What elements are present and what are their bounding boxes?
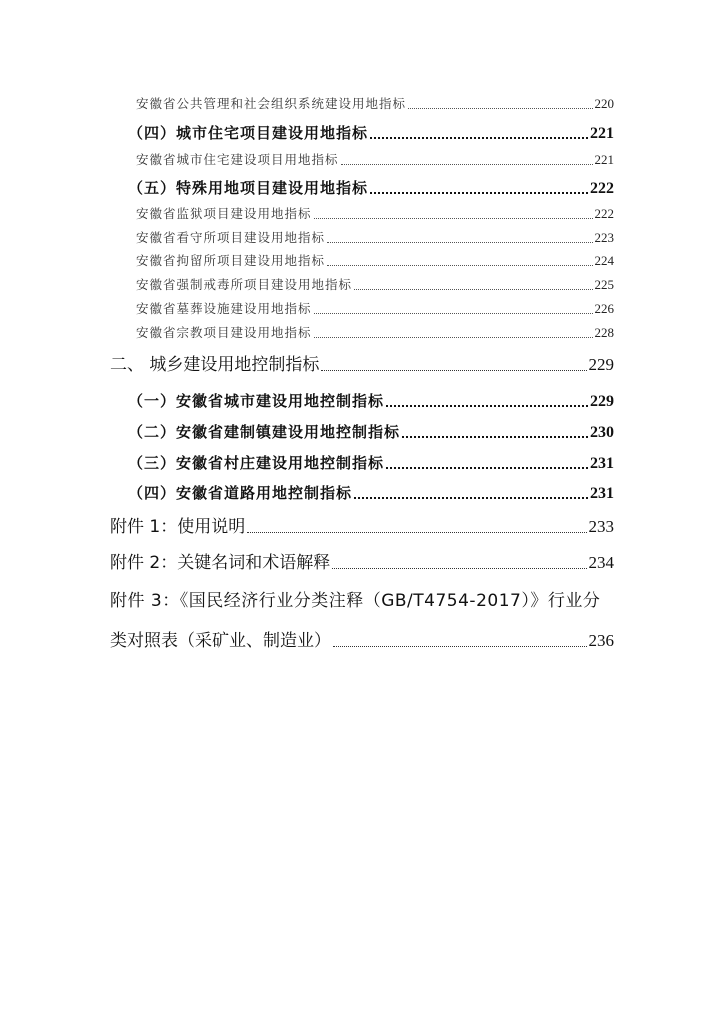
toc-entry-cemetery[interactable]	[136, 299, 614, 317]
toc-entry-detention-center[interactable]	[136, 228, 614, 246]
toc-page-number: 231	[590, 485, 614, 502]
toc-section-urban-housing[interactable]	[128, 122, 614, 143]
toc-entry-label: 二、 城乡建设用地控制指标	[110, 355, 320, 375]
toc-section-village-control[interactable]	[128, 452, 614, 473]
leader-dots	[354, 497, 588, 499]
toc-section-city-control[interactable]	[128, 390, 614, 411]
toc-entry-custody[interactable]	[136, 251, 614, 269]
leader-dots	[386, 405, 588, 407]
leader-dots	[386, 467, 588, 469]
toc-page-number: 236	[588, 631, 614, 650]
toc-entry-label: 安徽省强制戒毒所项目建设用地指标	[136, 277, 353, 292]
leader-dots	[327, 242, 592, 243]
toc-appendix-2[interactable]	[110, 548, 614, 573]
toc-page-number: 229	[590, 393, 614, 410]
toc-entry-label: 安徽省墓葬设施建设用地指标	[136, 301, 312, 316]
toc-page-number: 224	[594, 253, 614, 268]
toc-section-road-control[interactable]	[128, 482, 614, 503]
leader-dots	[247, 532, 586, 533]
leader-dots	[341, 164, 593, 165]
toc-page-number: 233	[588, 517, 614, 536]
toc-page-number: 221	[594, 152, 614, 167]
toc-entry-label: （四）城市住宅项目建设用地指标	[128, 124, 369, 142]
toc-entry-prison[interactable]	[136, 204, 614, 222]
leader-dots	[370, 137, 588, 139]
toc-entry-label: 安徽省宗教项目建设用地指标	[136, 325, 312, 340]
toc-appendix-3-line2[interactable]	[110, 626, 614, 651]
toc-entry-public-management[interactable]	[136, 94, 614, 112]
toc-section-special-use[interactable]	[128, 177, 614, 198]
toc-entry-label: （五）特殊用地项目建设用地指标	[128, 179, 369, 197]
toc-entry-urban-housing[interactable]	[136, 150, 614, 168]
toc-entry-label: 安徽省看守所项目建设用地指标	[136, 230, 326, 245]
leader-dots	[314, 337, 593, 338]
toc-page-number: 222	[594, 206, 614, 221]
toc-page-number: 234	[588, 553, 614, 572]
toc-entry-religious[interactable]	[136, 323, 614, 341]
toc-page-number: 228	[594, 325, 614, 340]
toc-section-town-control[interactable]	[128, 421, 614, 442]
toc-page-number: 229	[588, 355, 614, 374]
leader-dots	[332, 568, 586, 569]
toc-entry-label: （四）安徽省道路用地控制指标	[128, 484, 353, 502]
toc-entry-label: 附件 1：使用说明	[110, 517, 246, 537]
toc-entry-label: 安徽省拘留所项目建设用地指标	[136, 253, 326, 268]
leader-dots	[370, 192, 588, 194]
leader-dots	[321, 370, 586, 371]
leader-dots	[314, 218, 593, 219]
toc-entry-label: （三）安徽省村庄建设用地控制指标	[128, 454, 385, 472]
toc-page-number: 221	[590, 125, 614, 142]
toc-entry-label: 安徽省公共管理和社会组织系统建设用地指标	[136, 96, 407, 111]
toc-page-number: 220	[594, 96, 614, 111]
leader-dots	[333, 646, 587, 647]
toc-entry-label: 安徽省监狱项目建设用地指标	[136, 206, 312, 221]
toc-page-number: 226	[594, 301, 614, 316]
toc-page-number: 223	[594, 230, 614, 245]
toc-entry-label: 类对照表（采矿业、制造业）	[110, 631, 331, 651]
leader-dots	[327, 265, 592, 266]
leader-dots	[314, 313, 593, 314]
toc-entry-label: 附件 3：《国民经济行业分类注释（GB/T4754-2017）》行业分	[110, 591, 601, 611]
toc-chapter-urban-rural-control[interactable]	[110, 350, 614, 375]
toc-entry-rehab-center[interactable]	[136, 275, 614, 293]
toc-page-number: 231	[590, 455, 614, 472]
toc-page-number: 230	[590, 424, 614, 441]
leader-dots	[408, 108, 592, 109]
toc-appendix-3-line1[interactable]	[110, 586, 600, 611]
leader-dots	[354, 289, 592, 290]
toc-entry-label: 安徽省城市住宅建设项目用地指标	[136, 152, 339, 167]
toc-entry-label: （一）安徽省城市建设用地控制指标	[128, 392, 385, 410]
toc-entry-label: （二）安徽省建制镇建设用地控制指标	[128, 423, 401, 441]
toc-appendix-1[interactable]	[110, 512, 614, 537]
toc-entry-label: 附件 2：关键名词和术语解释	[110, 553, 331, 573]
leader-dots	[402, 436, 588, 438]
toc-page-number: 225	[594, 277, 614, 292]
toc-page-number: 222	[590, 180, 614, 197]
